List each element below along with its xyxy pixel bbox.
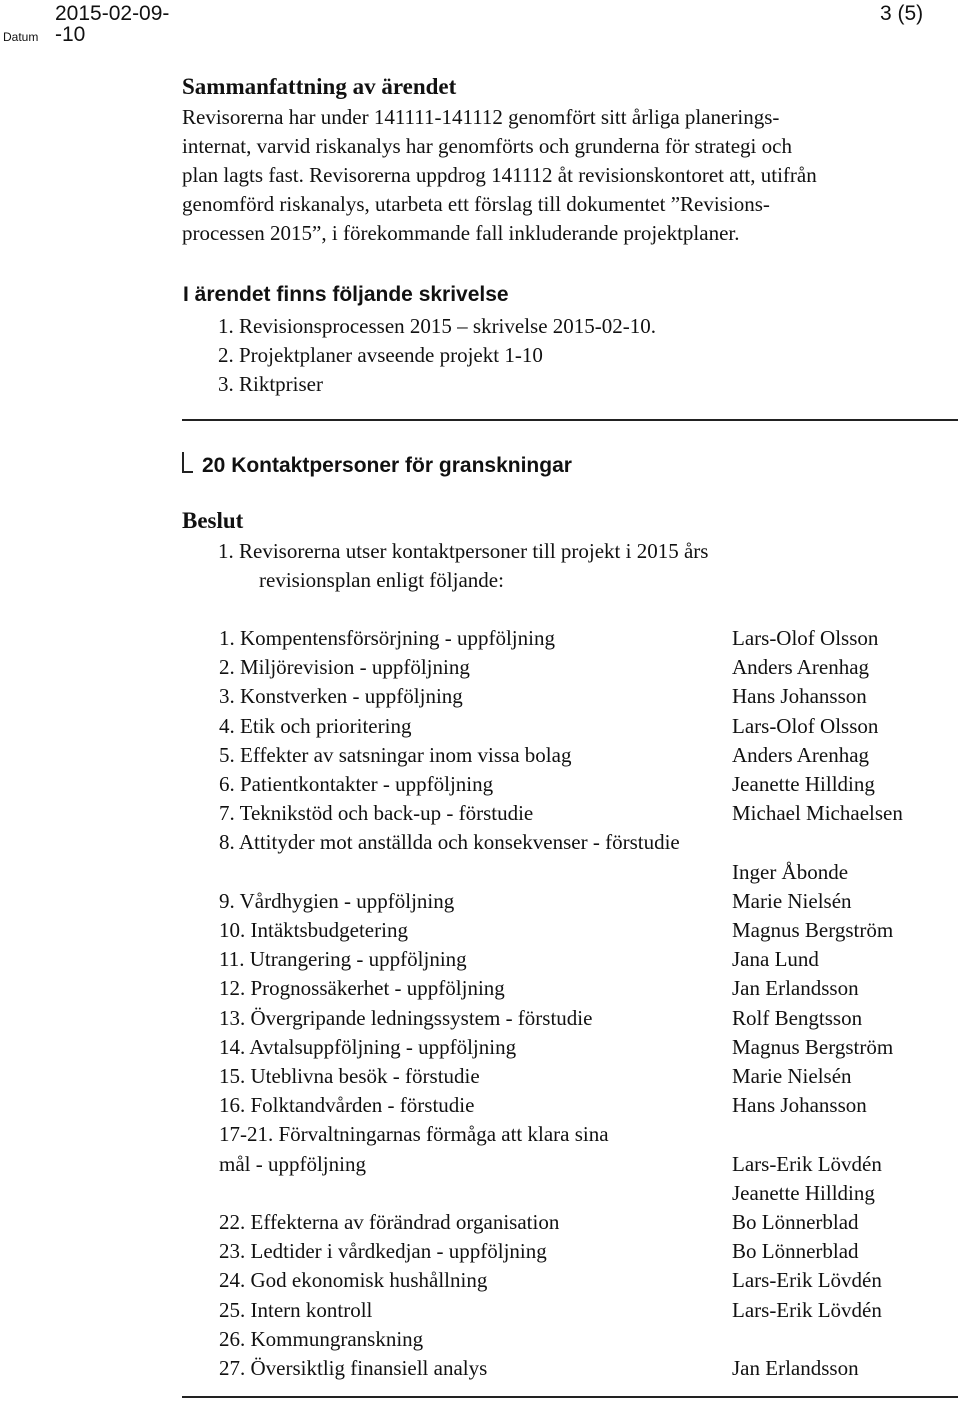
page-number: 3 (5) [880,2,924,25]
project-label: 1. Kompentensförsörjning - uppföljning [219,626,555,650]
contact-person: Jan Erlandsson [732,1356,859,1380]
contact-person: Magnus Bergström [732,1034,894,1059]
project-label: 5. Effekter av satsningar inom vissa bolag [219,742,572,767]
contact-person: Michael Michaelsen [732,801,903,826]
contact-person: Hans Johansson [732,1093,867,1118]
contact-person: Lars-Erik Lövdén [732,1268,882,1293]
divider-top [182,419,958,421]
project-label: 24. God ekonomisk hushållning [219,1268,488,1293]
contact-person: Bo Lönnerblad [732,1239,859,1264]
project-label: 22. Effekterna av förändrad organisation [219,1210,560,1234]
project-label: 13. Övergripande ledningssystem - förstudie [219,1005,593,1030]
project-label: 11. Utrangering - uppföljning [219,947,467,972]
contact-person: Bo Lönnerblad [732,1210,859,1234]
contact-person: Inger Åbonde [732,859,849,884]
project-label: 2. Miljörevision - uppföljning [219,655,470,680]
project-label: 23. Ledtider i vårdkedjan - uppföljning [219,1239,547,1264]
contact-person: Marie Nielsén [732,1064,852,1088]
project-label: 7. Teknikstöd och back-up - förstudie [219,801,534,826]
contact-person: Jan Erlandsson [732,976,859,1001]
contact-person: Hans Johansson [732,684,867,709]
summary-heading: Sammanfattning av ärendet [182,74,457,99]
summary-line: processen 2015”, i förekommande fall inkluderande projektplaner. [182,221,740,245]
summary-line: genomförd riskanalys, utarbeta ett förslag till dokumentet ”Revisions- [182,192,770,216]
contact-person: Anders Arenhag [732,742,870,767]
contact-person: Lars-Erik Lövdén [732,1151,882,1176]
project-label: 4. Etik och prioritering [219,713,412,738]
document-item: 1. Revisionsprocessen 2015 – skrivelse 2015-02-10. [218,314,657,338]
project-label: 25. Intern kontroll [219,1297,373,1322]
contact-person: Magnus Bergström [732,918,894,942]
contact-person: Anders Arenhag [732,655,870,680]
datum-label: Datum [3,30,39,44]
summary-line: plan lagts fast. Revisorerna uppdrog 141112 åt revisionskontoret att, utifrån [182,163,817,187]
contact-person: Lars-Olof Olsson [732,713,879,738]
divider-bottom [182,1396,958,1398]
summary-line: internat, varvid riskanalys har genomförts och grunderna för strategi och [182,134,792,158]
contact-person: Lars-Olof Olsson [732,626,879,650]
project-label: 26. Kommungranskning [219,1326,424,1351]
decision-text-line1: 1. Revisorerna utser kontaktpersoner till projekt i 2015 års [218,539,709,563]
contact-person: Jana Lund [732,947,819,972]
document-item: 3. Riktpriser [218,372,323,396]
project-label: 17-21. Förvaltningarnas förmåga att klara sina [219,1122,609,1147]
project-label: 6. Patientkontakter - uppföljning [219,772,494,796]
decision-text-line2: revisionsplan enligt följande: [259,568,504,592]
contact-person: Marie Nielsén [732,888,852,913]
decision-heading: Beslut [182,508,244,533]
contact-person: Rolf Bengtsson [732,1005,863,1030]
section-heading: 20 Kontaktpersoner för granskningar [202,454,572,477]
contact-person: Lars-Erik Lövdén [732,1297,882,1322]
project-label: 10. Intäktsbudgetering [219,918,408,942]
project-label: 3. Konstverken - uppföljning [219,684,463,709]
document-item: 2. Projektplaner avseende projekt 1-10 [218,343,543,367]
contact-person: Jeanette Hillding [732,1180,875,1205]
document-date-line1: 2015-02-09- [55,2,170,25]
project-label: 8. Attityder mot anställda och konsekvenser - förstudie [219,830,680,855]
document-date-line2: -10 [55,23,86,46]
summary-line: Revisorerna har under 141111-141112 genomfört sitt årliga planerings- [182,105,780,129]
project-label: 16. Folktandvården - förstudie [219,1093,475,1118]
project-label: 9. Vårdhygien - uppföljning [219,888,455,913]
contact-person: Jeanette Hillding [732,772,875,796]
project-label: 12. Prognossäkerhet - uppföljning [219,976,505,1001]
project-label: 15. Uteblivna besök - förstudie [219,1064,480,1088]
project-label: mål - uppföljning [219,1151,366,1176]
project-label: 14. Avtalsuppföljning - uppföljning [219,1034,517,1059]
bracket-marker-icon [181,452,195,488]
documents-heading: I ärendet finns följande skrivelse [183,283,509,306]
project-label: 27. Översiktlig finansiell analys [219,1356,488,1380]
